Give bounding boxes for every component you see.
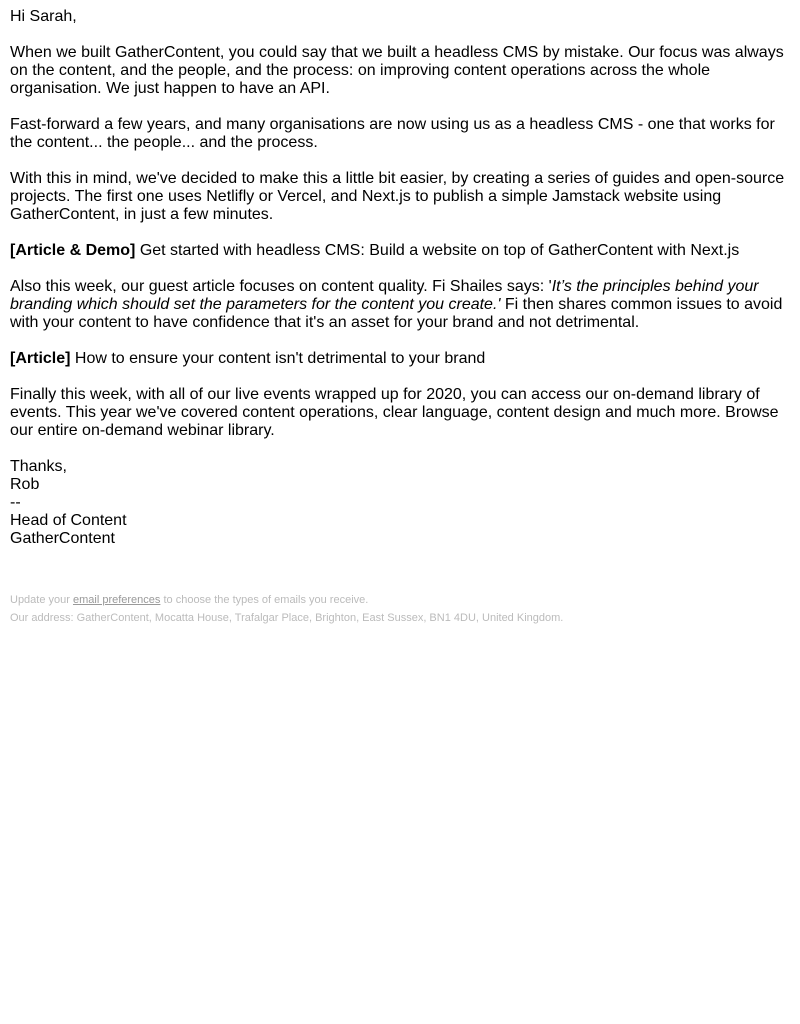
email-footer (10, 594, 790, 625)
prefs-after: to choose the types of emails you receive. (160, 594, 369, 606)
guides-paragraph: With this in mind, we've decided to make this a little bit easier, by creating a series of guides and open-source projects. The first one uses Netlifly or Vercel, and Next.js to publish a simple Jamstack website using GatherContent, in just a few minutes. (10, 170, 785, 223)
headless-paragraph: Fast-forward a few years, and many organisations are now using us as a headless CMS - one that works for the content... the people... and the process. (10, 116, 775, 151)
email-preferences-link[interactable]: email preferences (72, 594, 161, 606)
intro-paragraph: When we built GatherContent, you could say that we built a headless CMS by mistake. Our focus was always on the content, and the people, and the process: on improving content operations across the whole organisation. We just happen to have an API. (10, 44, 784, 97)
headless-cms-article-link[interactable]: Get started with headless CMS: Build a website on top of GatherContent with Next.js (139, 242, 740, 259)
article-demo-tag: [Article & Demo] (10, 242, 136, 259)
signature (10, 458, 790, 548)
signature-name: Rob (10, 476, 40, 493)
webinar-paragraph: Finally this week, with all of our live events wrapped up for 2020, you can access our on-demand library of events. This year we've covered content operations, clear language, content design and much more. Browse our entire on-demand webinar library. (10, 386, 779, 439)
article-line (10, 350, 790, 368)
postal-address: Our address: GatherContent, Mocatta House, Trafalgar Place, Brighton, East Sussex, BN1 4DU, United Kingdom. (10, 612, 564, 624)
signature-company: GatherContent (10, 530, 115, 547)
article-demo-line (10, 242, 790, 260)
guest-article-paragraph (10, 278, 790, 332)
signature-role: Head of Content (10, 512, 127, 529)
prefs-before: Update your (10, 594, 73, 606)
signature-separator: -- (10, 494, 21, 511)
greeting: Hi Sarah, (10, 8, 77, 25)
brand-content-article-link[interactable]: How to ensure your content isn't detrimental to your brand (74, 350, 486, 367)
guest-outro: Fi then shares common issues to avoid with your content to have confidence that it's an asset for your brand and not detrimental. (10, 296, 783, 331)
guest-quote: It’s the principles behind your branding which should set the parameters for the content you create.' (10, 278, 759, 313)
article-tag: [Article] (10, 350, 71, 367)
preferences-line (10, 594, 790, 607)
guest-intro: Also this week, our guest article focuses on content quality. Fi Shailes says: ' (10, 278, 552, 295)
signature-thanks: Thanks, (10, 458, 67, 475)
